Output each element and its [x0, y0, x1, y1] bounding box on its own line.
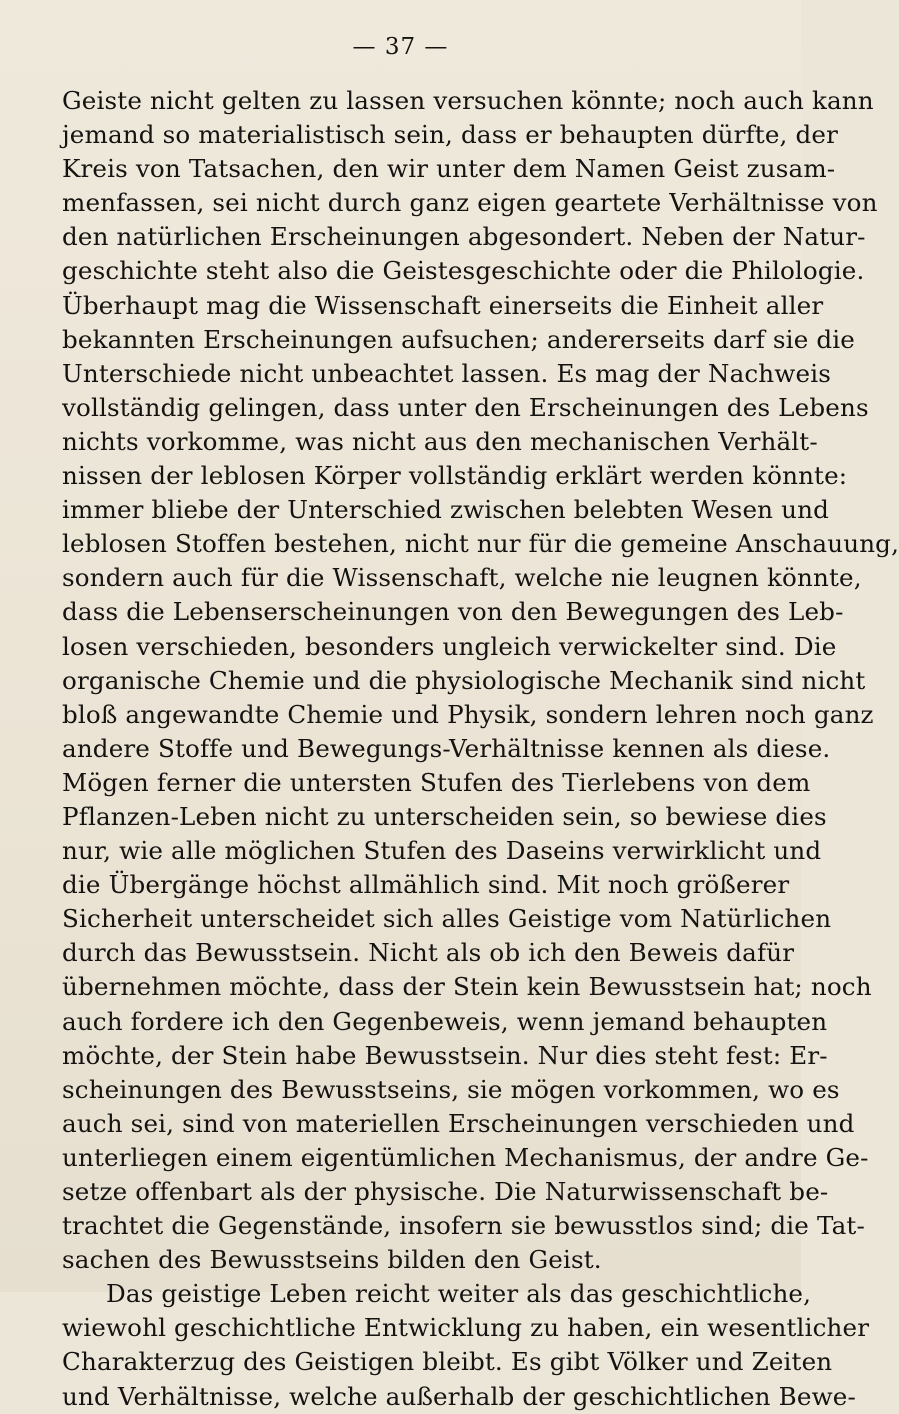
- text-line: Überhaupt mag die Wissenschaft einerseits die Einheit aller: [62, 290, 824, 320]
- text-line: nissen der leblosen Körper vollständig erklärt werden könnte:: [62, 461, 848, 491]
- text-line: wiewohl geschichtliche Entwicklung zu haben, ein wesentlicher: [62, 1313, 870, 1343]
- text-line: auch sei, sind von materiellen Erscheinungen verschieden und: [62, 1108, 855, 1138]
- text-line: durch das Bewusstsein. Nicht als ob ich den Beweis dafür: [62, 938, 795, 968]
- text-line: trachtet die Gegenstände, insofern sie bewusstlos sind; die Tat-: [62, 1211, 865, 1241]
- text-line: menfassen, sei nicht durch ganz eigen geartete Verhältnisse von: [62, 188, 878, 218]
- text-line: scheinungen des Bewusstseins, sie mögen vorkommen, wo es: [62, 1074, 840, 1104]
- text-line: möchte, der Stein habe Bewusstsein. Nur dies steht fest: Er-: [62, 1040, 828, 1070]
- text-line: Charakterzug des Geistigen bleibt. Es gibt Völker und Zeiten: [62, 1347, 833, 1377]
- text-line: übernehmen möchte, dass der Stein kein Bewusstsein hat; noch: [62, 972, 872, 1002]
- paragraph-start-line: Das geistige Leben reicht weiter als das geschichtliche,: [106, 1279, 812, 1309]
- paragraph-end-line: sachen des Bewusstseins bilden den Geist.: [62, 1245, 602, 1275]
- text-line: nichts vorkomme, was nicht aus den mechanischen Verhält-: [62, 426, 818, 456]
- text-line: immer bliebe der Unterschied zwischen belebten Wesen und: [62, 495, 829, 525]
- page-number: — 37 —: [352, 34, 449, 60]
- text-line: dass die Lebenserscheinungen von den Bewegungen des Leb-: [62, 597, 844, 627]
- text-line: andere Stoffe und Bewegungs-Verhältnisse kennen als diese.: [62, 733, 831, 763]
- text-line: Geiste nicht gelten zu lassen versuchen könnte; noch auch kann: [62, 86, 874, 115]
- text-line: vollständig gelingen, dass unter den Erscheinungen des Lebens: [62, 392, 869, 422]
- text-line: jemand so materialistisch sein, dass er behaupten dürfte, der: [62, 120, 838, 150]
- text-line: unterliegen einem eigentümlichen Mechanismus, der andre Ge-: [62, 1142, 869, 1172]
- text-line: Unterschiede nicht unbeachtet lassen. Es mag der Nachweis: [62, 358, 831, 388]
- text-line: setze offenbart als der physische. Die Naturwissenschaft be-: [62, 1177, 829, 1206]
- text-line: auch fordere ich den Gegenbeweis, wenn jemand behaupten: [62, 1006, 828, 1036]
- text-line: losen verschieden, besonders ungleich verwickelter sind. Die: [62, 631, 837, 661]
- text-line: geschichte steht also die Geistesgeschichte oder die Philologie.: [62, 256, 865, 286]
- text-line: den natürlichen Erscheinungen abgesondert. Neben der Natur-: [62, 222, 866, 252]
- body-text: [62, 84, 899, 1414]
- text-line: Pflanzen-Leben nicht zu unterscheiden sein, so bewiese dies: [62, 801, 827, 831]
- text-line: bekannten Erscheinungen aufsuchen; andererseits darf sie die: [62, 324, 855, 354]
- text-line: Sicherheit unterscheidet sich alles Geistige vom Natürlichen: [62, 904, 832, 934]
- text-line: organische Chemie und die physiologische Mechanik sind nicht: [62, 665, 866, 695]
- text-line: und Verhältnisse, welche außerhalb der geschichtlichen Bewe-: [62, 1381, 856, 1411]
- text-line: bloß angewandte Chemie und Physik, sondern lehren noch ganz: [62, 699, 874, 729]
- text-line: Mögen ferner die untersten Stufen des Tierlebens von dem: [62, 767, 811, 797]
- text-line: nur, wie alle möglichen Stufen des Daseins verwirklicht und: [62, 836, 822, 866]
- text-line: leblosen Stoffen bestehen, nicht nur für die gemeine Anschauung,: [62, 529, 899, 559]
- text-line: Kreis von Tatsachen, den wir unter dem Namen Geist zusam-: [62, 154, 836, 184]
- text-line: die Übergänge höchst allmählich sind. Mit noch größerer: [62, 870, 790, 900]
- text-line: sondern auch für die Wissenschaft, welche nie leugnen könnte,: [62, 563, 862, 593]
